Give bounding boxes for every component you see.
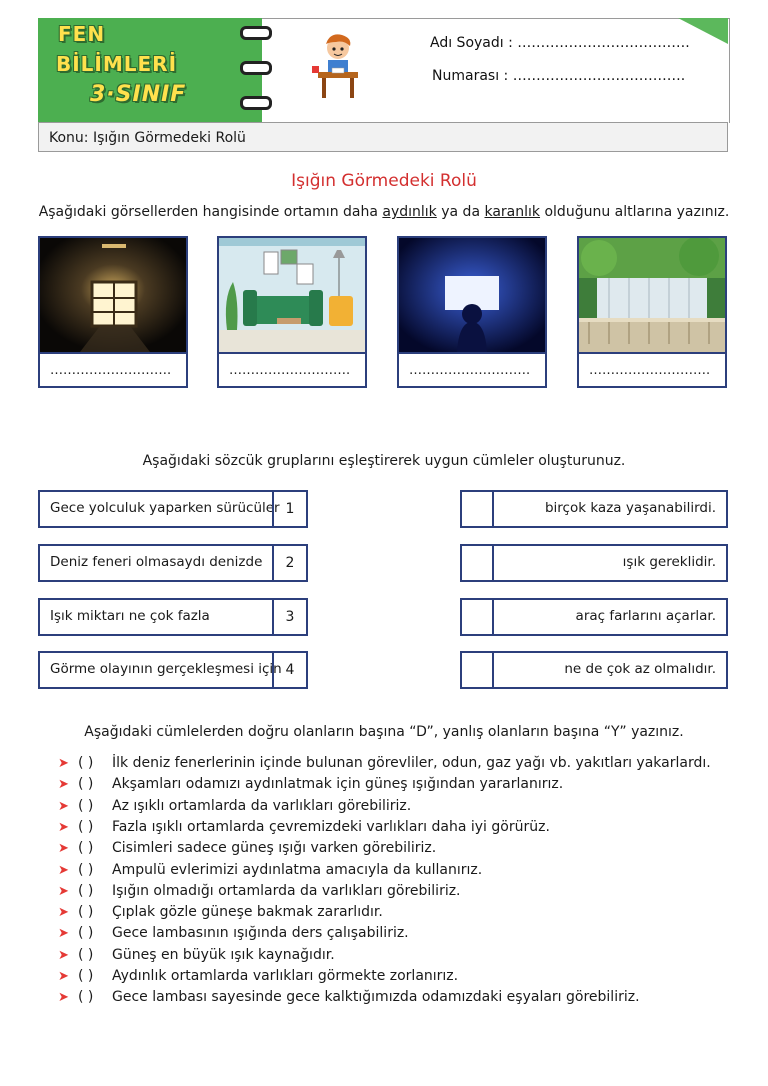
match-answer-slot[interactable] — [462, 492, 494, 526]
arrow-bullet-icon: ➤ — [58, 905, 69, 921]
answer-parentheses[interactable]: ( ) — [78, 882, 94, 899]
section3-instruction: Aşağıdaki cümlelerden doğru olanların başına “D”, yanlış olanların başına “Y” yazınız. — [84, 724, 684, 740]
arrow-bullet-icon: ➤ — [58, 926, 69, 942]
arrow-bullet-icon: ➤ — [58, 883, 69, 899]
match-right-item: ışık gereklidir. — [460, 544, 728, 582]
match-left-item: Gece yolculuk yaparken sürücüler 1 — [38, 490, 308, 528]
statement-text: Aydınlık ortamlarda varlıkları görmekte zorlanırız. — [112, 968, 459, 984]
picture-card — [397, 236, 547, 388]
statement-text: Akşamları odamızı aydınlatmak için güneş ışığından yararlanırız. — [112, 776, 564, 793]
dark-room-image — [40, 238, 186, 352]
answer-line[interactable]: ………………………. — [219, 352, 365, 386]
fen-bilimleri-logo — [38, 18, 262, 122]
true-false-item — [58, 798, 411, 814]
statement-text: Ampulü evlerimizi aydınlatma amacıyla da kullanırız. — [112, 861, 483, 878]
picture-card — [217, 236, 367, 388]
picture-card — [38, 236, 188, 388]
answer-parentheses[interactable]: ( ) — [78, 797, 94, 814]
statement-text: Güneş en büyük ışık kaynağıdır. — [112, 946, 335, 963]
match-answer-slot[interactable] — [462, 653, 494, 687]
answer-line[interactable]: ………………………. — [40, 352, 186, 386]
arrow-bullet-icon: ➤ — [58, 990, 69, 1006]
arrow-bullet-icon: ➤ — [58, 947, 69, 963]
waterfall-image — [579, 238, 725, 352]
true-false-item — [58, 989, 640, 1005]
answer-line[interactable]: ………………………. — [579, 352, 725, 386]
answer-parentheses[interactable]: ( ) — [78, 840, 94, 857]
answer-parentheses[interactable]: ( ) — [78, 946, 94, 963]
match-left-item: Görme olayının gerçekleşmesi için 4 — [38, 651, 308, 689]
true-false-item — [58, 862, 482, 878]
match-answer-slot[interactable] — [462, 546, 494, 580]
logo-line-3: 3·SINIF — [90, 82, 187, 107]
true-false-item — [58, 819, 550, 835]
answer-parentheses[interactable]: ( ) — [78, 925, 94, 942]
binder-ring-icon — [240, 61, 272, 75]
answer-parentheses[interactable]: ( ) — [78, 989, 94, 1006]
arrow-bullet-icon: ➤ — [58, 798, 69, 814]
answer-parentheses[interactable]: ( ) — [78, 755, 94, 771]
match-right-item: ne de çok az olmalıdır. — [460, 651, 728, 689]
statement-text: Fazla ışıklı ortamlarda çevremizdeki varlıkları daha iyi görürüz. — [112, 818, 550, 835]
arrow-bullet-icon: ➤ — [58, 819, 69, 835]
true-false-item — [58, 947, 335, 963]
student-at-desk-icon — [308, 32, 368, 102]
name-field[interactable]: Adı Soyadı : ………………………………. — [430, 35, 690, 51]
true-false-item — [58, 883, 461, 899]
true-false-item — [58, 904, 383, 920]
answer-parentheses[interactable]: ( ) — [78, 968, 94, 984]
true-false-item — [58, 968, 458, 984]
logo-line-1: FEN — [58, 22, 106, 46]
answer-parentheses[interactable]: ( ) — [78, 861, 94, 878]
statement-text: Gece lambası sayesinde gece kalktığımızda odamızdaki eşyaları görebiliriz. — [112, 989, 640, 1006]
true-false-item — [58, 925, 409, 941]
match-right-item: araç farlarını açarlar. — [460, 598, 728, 636]
statement-text: Cisimleri sadece güneş ışığı varken görebiliriz. — [112, 840, 437, 857]
statement-text: Çıplak gözle güneşe bakmak zararlıdır. — [112, 904, 383, 921]
arrow-bullet-icon: ➤ — [58, 756, 69, 771]
match-right-item: birçok kaza yaşanabilirdi. — [460, 490, 728, 528]
statement-text: Işığın olmadığı ortamlarda da varlıkları görebiliriz. — [112, 882, 461, 899]
dark-tv-room-image — [399, 238, 545, 352]
arrow-bullet-icon: ➤ — [58, 862, 69, 878]
number-field[interactable]: Numarası : ………………………………. — [432, 68, 686, 84]
true-false-item — [58, 776, 563, 792]
arrow-bullet-icon: ➤ — [58, 969, 69, 984]
match-left-item: Deniz feneri olmasaydı denizde 2 — [38, 544, 308, 582]
statement-text: Gece lambasının ışığında ders çalışabiliriz. — [112, 925, 409, 942]
binder-ring-icon — [240, 26, 272, 40]
match-left-item: Işık miktarı ne çok fazla 3 — [38, 598, 308, 636]
picture-card — [577, 236, 727, 388]
statement-text: İlk deniz fenerlerinin içinde bulunan görevliler, odun, gaz yağı vb. yakıtları yakarlardı. — [112, 755, 711, 771]
arrow-bullet-icon: ➤ — [58, 777, 69, 793]
true-false-item — [58, 840, 436, 856]
logo-line-2: BİLİMLERİ — [56, 52, 178, 76]
topic-bar: Konu: Işığın Görmedeki Rolü — [38, 122, 728, 152]
answer-line[interactable]: ………………………. — [399, 352, 545, 386]
true-false-item — [58, 755, 711, 771]
answer-parentheses[interactable]: ( ) — [78, 776, 94, 793]
answer-parentheses[interactable]: ( ) — [78, 818, 94, 835]
section2-instruction: Aşağıdaki sözcük gruplarını eşleştirerek uygun cümleler oluşturunuz. — [142, 453, 626, 469]
answer-parentheses[interactable]: ( ) — [78, 904, 94, 921]
bright-living-room-image — [219, 238, 365, 352]
match-answer-slot[interactable] — [462, 600, 494, 634]
corner-decoration — [678, 18, 728, 44]
page-title: Işığın Görmedeki Rolü — [291, 171, 477, 191]
statement-text: Az ışıklı ortamlarda da varlıkları görebiliriz. — [112, 797, 412, 814]
binder-ring-icon — [240, 96, 272, 110]
section1-instruction: Aşağıdaki görsellerden hangisinde ortamın daha aydınlık ya da karanlık olduğunu altlarına yazınız. — [38, 204, 730, 220]
arrow-bullet-icon: ➤ — [58, 841, 69, 857]
